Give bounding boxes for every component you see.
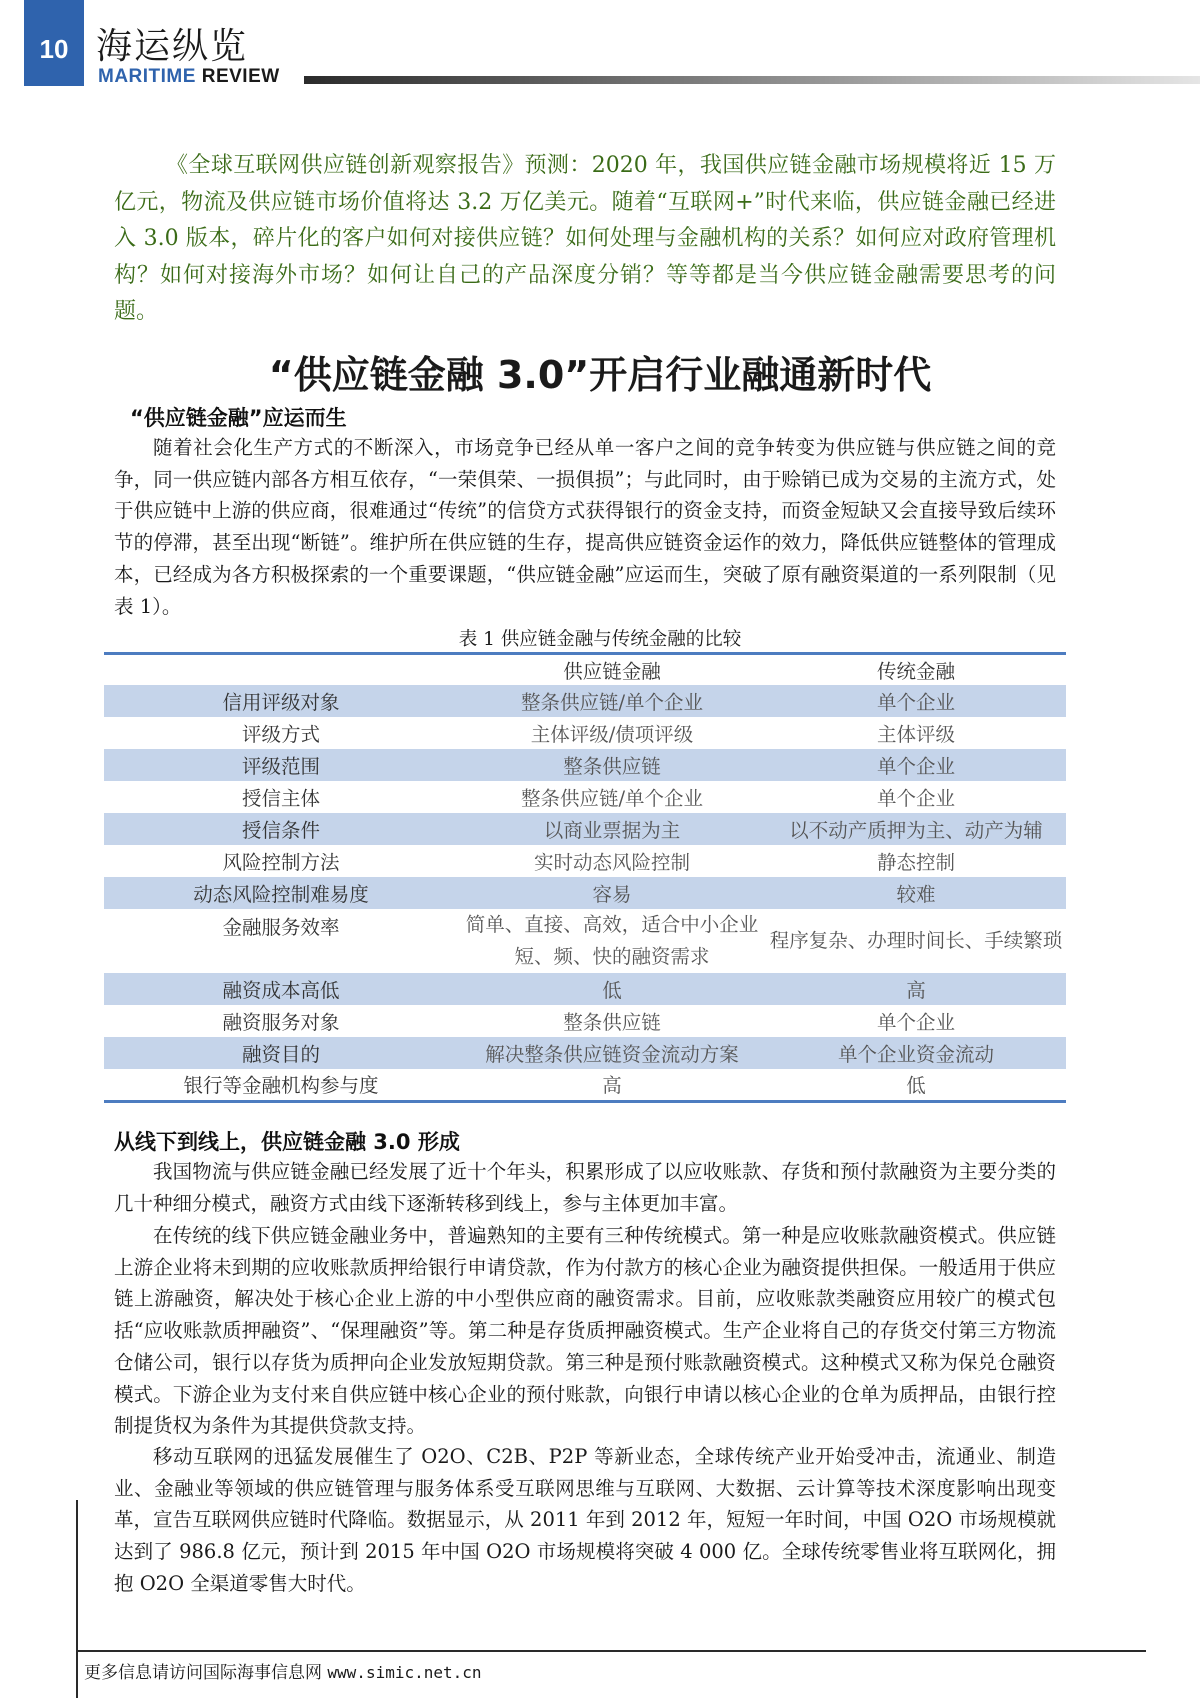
footer-url-link[interactable]: www.simic.net.cn: [327, 1663, 482, 1682]
table-cell: 以不动产质押为主、动产为辅: [789, 819, 1043, 842]
section1-paragraph: 随着社会化生产方式的不断深入，市场竞争已经从单一客户之间的竞争转变为供应链与供应链之间的竞争，同一供应链内部各方相互依存，“一荣俱荣、一损俱损”；与此同时，由于赊销已成为交易的主流方式，处于供应链中上游的供应商，很难通过“传统”的信贷方式获得银行的资金支持，而资金短缺又会直接导致后续环节的停滞，甚至出现“断链”。维护所在供应链的生存，提高供应链资金运作的效力，降低供应链整体的管理成本，已经成为各方积极探索的一个重要课题，“供应链金融”应运而生，突破了原有融资渠道的一系列限制（见表 1）。: [114, 436, 1056, 618]
table-cell: 解决整条供应链资金流动方案: [485, 1043, 739, 1066]
table-row: [104, 877, 1066, 909]
table-cell: 低: [602, 979, 622, 1002]
table-cell: 程序复杂、办理时间长、手续繁琐: [769, 929, 1063, 952]
left-margin-rule: [76, 1500, 78, 1698]
section1-heading: “供应链金融”应运而生: [130, 406, 347, 430]
section2-paragraph-2: 在传统的线下供应链金融业务中，普遍熟知的主要有三种传统模式。第一种是应收账款融资模式。供应链上游企业将未到期的应收账款质押给银行申请贷款，作为付款方的核心企业为融资提供担保。一般适用于供应链上游融资，解决处于核心企业上游的中小型供应商的融资需求。目前，应收账款类融资应用较广的模式包括“应收账款质押融资”、“保理融资”等。第二种是存货质押融资模式。生产企业将自己的存货交付第三方物流仓储公司，银行以存货为质押向企业发放短期贷款。第三种是预付账款融资模式。这种模式又称为保兑仓融资模式。下游企业为支付来自供应链中核心企业的预付账款，向银行申请以核心企业的仓单为质押品，由银行控制提货权为条件为其提供贷款支持。: [114, 1224, 1056, 1438]
header-gradient-bar: [304, 76, 1200, 84]
table-row-label: 评级方式: [241, 723, 320, 746]
table-cell: 整条供应链: [563, 755, 661, 778]
table-row: [104, 1005, 1066, 1037]
table-row-label: 融资目的: [241, 1043, 320, 1066]
table-row-label: 评级范围: [241, 755, 320, 778]
table-cell: 静态控制: [876, 851, 955, 874]
table-row: [104, 1037, 1066, 1069]
table-row: [104, 781, 1066, 813]
table-row: [104, 749, 1066, 781]
table-header-traditional-finance: 传统金融: [876, 660, 955, 683]
table-cell: 整条供应链: [563, 1011, 661, 1034]
table-row-label: 银行等金融机构参与度: [183, 1074, 379, 1098]
title-en-review: REVIEW: [201, 66, 280, 87]
section2-paragraph-1: 我国物流与供应链金融已经发展了近十个年头，积累形成了以应收账款、存货和预付款融资为主要分类的几十种细分模式，融资方式由线下逐渐转移到线上，参与主体更加丰富。: [114, 1160, 1056, 1215]
table-cell: 主体评级/债项评级: [530, 723, 694, 746]
table-row-label: 融资成本高低: [222, 979, 340, 1002]
table-row-label: 风险控制方法: [222, 851, 340, 874]
table-header-blank: [104, 654, 458, 686]
table-header-row: [104, 654, 1066, 686]
table-cell: 高: [906, 979, 926, 1002]
page-number: 10: [24, 0, 84, 86]
magazine-title-cn: 海运纵览: [96, 26, 249, 67]
table-cell: 容易: [592, 883, 632, 906]
table-cell: 低: [906, 1074, 926, 1098]
table-row-label: 授信条件: [241, 819, 320, 842]
table-row: [104, 685, 1066, 717]
table-row: [104, 973, 1066, 1005]
table-row: [104, 717, 1066, 749]
table-cell: 主体评级: [876, 723, 955, 746]
table-cell: 较难: [896, 883, 936, 906]
footer: [84, 1658, 482, 1683]
section2-heading: 从线下到线上，供应链金融 3.0 形成: [114, 1130, 460, 1154]
magazine-title-en: [98, 66, 280, 88]
table-cell: 单个企业: [876, 755, 955, 778]
table-row: [104, 845, 1066, 877]
table-row: [104, 813, 1066, 845]
table-cell: 整条供应链/单个企业: [520, 787, 704, 810]
table-row: [104, 909, 1066, 973]
table-cell: 单个企业: [876, 787, 955, 810]
footer-rule: [76, 1650, 1146, 1652]
table-cell: 实时动态风险控制: [533, 851, 690, 874]
section2-paragraph-3: 移动互联网的迅猛发展催生了 O2O、C2B、P2P 等新业态，全球传统产业开始受冲击，流通业、制造业、金融业等领域的供应链管理与服务体系受互联网思维与互联网、大数据、云计算等技术深度影响出现变革，宣告互联网供应链时代降临。数据显示，从 2011 年到 2012 年，短短一年时间，中国 O2O 市场规模就达到了 986.8 亿元，预计到 2015 年中国 O2O 市场规模将突破 4 000 亿。全球传统零售业将互联网化，拥抱 O2O 全渠道零售大时代。: [114, 1445, 1056, 1595]
footer-text: 更多信息请访问国际海事信息网: [84, 1663, 322, 1683]
table-row-label: 动态风险控制难易度: [193, 883, 369, 906]
table-cell: 简单、直接、高效，适合中小企业短、频、快的融资需求: [465, 913, 759, 968]
table-header-supply-chain-finance: 供应链金融: [563, 660, 661, 683]
table-cell: 整条供应链/单个企业: [520, 691, 704, 714]
table-caption: 表 1 供应链金融与传统金融的比较: [458, 629, 742, 650]
table-row-label: 金融服务效率: [222, 916, 340, 939]
table-row: [104, 1069, 1066, 1101]
table-cell: 单个企业: [876, 1011, 955, 1034]
table-cell: 单个企业资金流动: [837, 1043, 994, 1066]
table-cell: 以商业票据为主: [543, 819, 681, 842]
comparison-table: [104, 652, 1066, 1103]
table-row-label: 信用评级对象: [222, 691, 340, 714]
table-cell: 高: [602, 1074, 622, 1098]
table-row-label: 授信主体: [241, 787, 320, 810]
title-en-maritime: MARITIME: [98, 66, 196, 87]
table-cell: 单个企业: [876, 691, 955, 714]
article-title: “供应链金融 3.0”开启行业融通新时代: [268, 353, 932, 397]
table-row-label: 融资服务对象: [222, 1011, 340, 1034]
intro-paragraph: 《全球互联网供应链创新观察报告》预测：2020 年，我国供应链金融市场规模将近 15 万亿元，物流及供应链市场价值将达 3.2 万亿美元。随着“互联网+”时代来临，供应链金融已经进入 3.0 版本，碎片化的客户如何对接供应链？如何处理与金融机构的关系？如何应对政府管理机构？如何对接海外市场？如何让自己的产品深度分销？等等都是当今供应链金融需要思考的问题。: [114, 153, 1056, 324]
